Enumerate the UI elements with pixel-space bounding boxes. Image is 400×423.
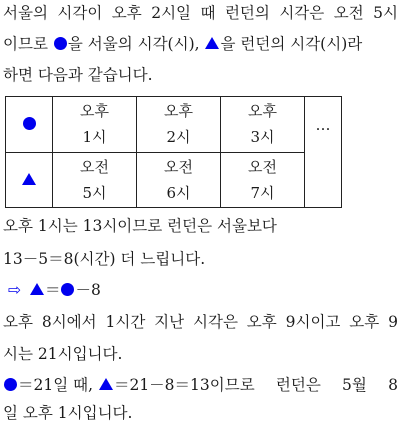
- body-line-3: [8, 280, 398, 300]
- word: 시각은: [279, 4, 325, 22]
- word: 8시에서: [41, 313, 97, 331]
- body-line-7: 일 오후 1시입니다.: [3, 404, 133, 422]
- word: 때: [200, 4, 216, 22]
- table-cell: 오전 5시: [53, 152, 137, 208]
- triangle-symbol-icon: [205, 37, 219, 49]
- row-header-triangle: [6, 152, 53, 208]
- circle-symbol-icon: [61, 283, 74, 296]
- text-segment: 을 런던의 시각(시)라: [220, 35, 363, 53]
- word: 8: [388, 376, 398, 394]
- table-cell: 오후 3시: [221, 97, 305, 153]
- body-line-5: 시는 21시입니다.: [3, 345, 123, 363]
- table-cell: 오전 6시: [137, 152, 221, 208]
- body-line-4: [3, 312, 398, 332]
- text-segment: ＝21일 때,: [18, 376, 98, 394]
- word: 오후: [111, 4, 142, 22]
- word: 오전: [333, 4, 364, 22]
- intro-line-3: 하면 다음과 같습니다.: [3, 66, 153, 84]
- body-line-1: 오후 1시는 13시이므로 런던은 서울보다: [3, 217, 277, 235]
- row-header-circle: [6, 97, 53, 153]
- body-line-6: [3, 375, 398, 395]
- circle-symbol-icon: [54, 37, 67, 50]
- intro-line-2: [3, 34, 398, 54]
- table-cell: 오전 7시: [221, 152, 305, 208]
- table-cell: 오후 2시: [137, 97, 221, 153]
- text-segment: －8: [75, 281, 101, 299]
- word: 시각은: [193, 313, 238, 331]
- time-table: [5, 96, 342, 208]
- word: 런던의: [224, 4, 270, 22]
- triangle-symbol-icon: [30, 283, 44, 295]
- ellipsis: …: [315, 116, 331, 134]
- word: 2시일: [151, 4, 192, 22]
- table-cell: 오후 1시: [53, 97, 137, 153]
- word: 5월: [342, 376, 367, 394]
- word: ＝21－8＝13이므로: [113, 376, 255, 394]
- ellipsis-cell: [305, 97, 342, 208]
- word: 런던은: [275, 376, 321, 394]
- word: 9시이고: [285, 313, 341, 331]
- word: 오후: [349, 313, 380, 331]
- body-line-2: 13－5＝8(시간) 더 느립니다.: [3, 250, 206, 268]
- triangle-symbol-icon: [22, 173, 36, 185]
- word: 서울의: [3, 4, 48, 22]
- word: 지난: [154, 313, 185, 331]
- circle-symbol-icon: [4, 378, 17, 391]
- circle-symbol-icon: [23, 117, 36, 130]
- equals-sign: ＝: [44, 281, 61, 299]
- table-row: [6, 152, 342, 208]
- word: 오후: [3, 313, 33, 331]
- intro-line-1: [3, 3, 398, 23]
- triangle-symbol-icon: [99, 378, 113, 390]
- word: 오후: [246, 313, 277, 331]
- word: 5시: [373, 4, 398, 22]
- text-group: [3, 375, 255, 395]
- table-row: [6, 97, 342, 153]
- text-segment: 을 서울의 시각(시),: [67, 35, 205, 53]
- word: 시각이: [57, 4, 103, 22]
- word: 1시간: [105, 313, 146, 331]
- text-segment: 이므로: [3, 35, 53, 53]
- word: 9: [388, 313, 398, 331]
- implies-arrow-icon: ⇨: [8, 281, 21, 299]
